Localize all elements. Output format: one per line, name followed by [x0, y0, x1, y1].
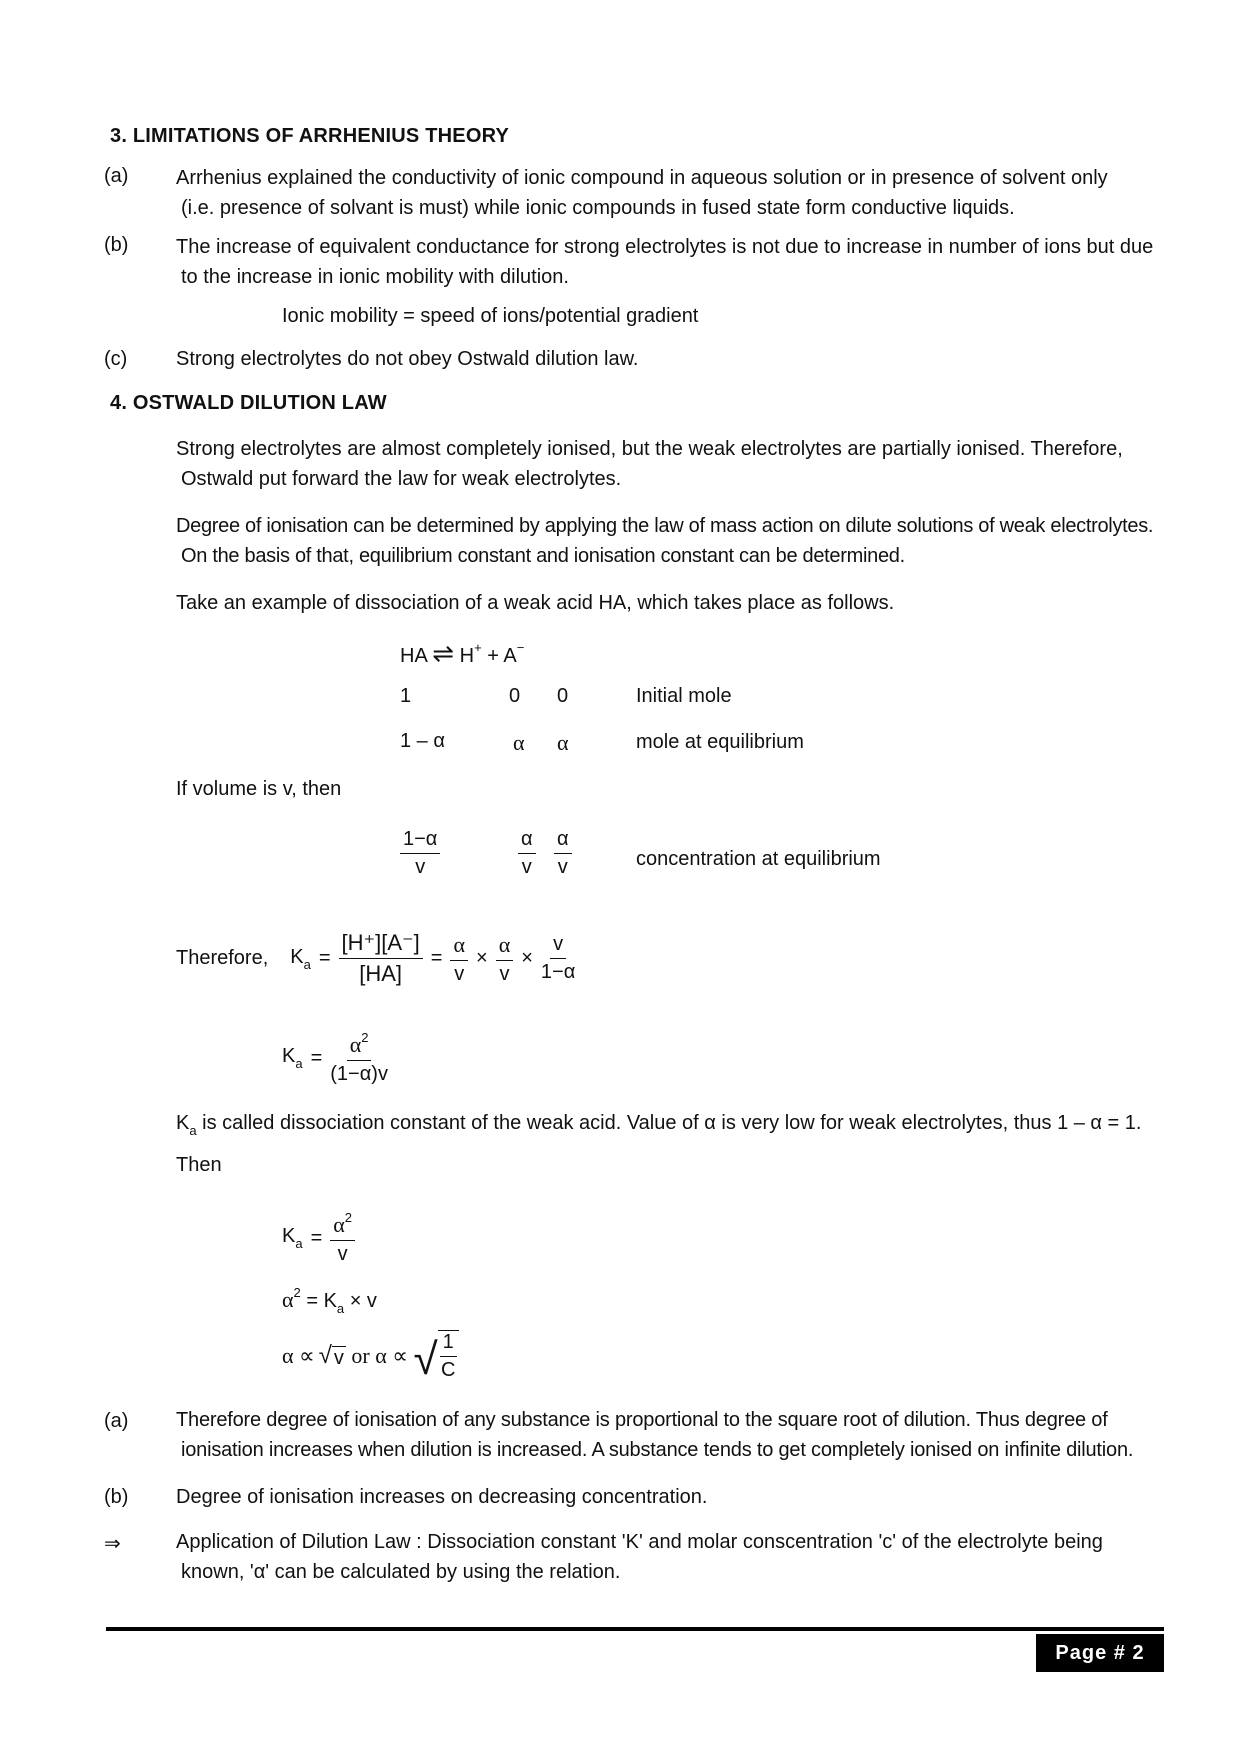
ka-formula-2	[282, 1030, 388, 1086]
sqrt-v: v	[333, 1347, 344, 1369]
eq-c1: 1 – α	[400, 730, 445, 752]
ka-symbol: K	[282, 1225, 296, 1247]
alpha-squared-formula	[282, 1285, 377, 1316]
f3-den: 1−α	[540, 961, 576, 983]
ka-subscript: a	[295, 1056, 303, 1071]
initial-c1: 1	[400, 685, 412, 707]
item-label-b: (b)	[104, 234, 129, 256]
proportionality-formula	[282, 1330, 459, 1382]
section-4-heading: 4. OSTWALD DILUTION LAW	[110, 392, 387, 414]
sqrt-icon: √	[318, 1342, 332, 1369]
paragraph-1-line2: Ostwald put forward the law for weak electrolytes.	[181, 468, 622, 490]
times: ×	[521, 947, 533, 969]
f2-num: α	[496, 932, 514, 961]
volume-text: If volume is v, then	[176, 778, 342, 800]
conclusion-a-line1: Therefore degree of ionisation of any substance is proportional to the square root of dilution. Thus degree of	[176, 1409, 1108, 1431]
section-3-heading: 3. LIMITATIONS OF ARRHENIUS THEORY	[110, 125, 510, 147]
alpha-proportional: α ∝	[282, 1343, 315, 1368]
conclusion-a-line2: ionisation increases when dilution is increased. A substance tends to get completely ionised on infinite dilution.	[181, 1439, 1134, 1461]
then-label: Then	[176, 1154, 222, 1176]
alpha: α	[349, 1032, 362, 1057]
initial-c2: 0	[509, 685, 521, 707]
equilibrium-arrow-icon: ⇌	[432, 638, 455, 668]
sqrt-frac-den: C	[440, 1359, 456, 1381]
paragraph-2-line1: Degree of ionisation can be determined by applying the law of mass action on dilute solutions of weak electrolytes.	[176, 515, 1154, 537]
ka-subscript: a	[189, 1123, 197, 1138]
application-note	[176, 1527, 1166, 1587]
implies-arrow-icon: ⇒	[104, 1533, 121, 1555]
ka-expression	[176, 930, 575, 987]
equals-k: = K	[306, 1290, 337, 1312]
ka3-den: v	[337, 1243, 348, 1265]
times-v: × v	[344, 1290, 377, 1312]
alpha: α	[333, 1212, 345, 1237]
paragraph-2	[176, 511, 1166, 571]
ka-denominator: [HA]	[359, 961, 403, 986]
ka-symbol: K	[282, 1045, 296, 1067]
conc-2-den: v	[521, 856, 532, 878]
ka-numerator: [H⁺][A⁻]	[339, 930, 423, 959]
eq-c3: α	[557, 730, 569, 755]
squared: 2	[293, 1285, 301, 1300]
paragraph-3: Take an example of dissociation of a weak acid HA, which takes place as follows.	[176, 592, 895, 614]
conc-2-num: α	[518, 828, 536, 854]
limitation-c: Strong electrolytes do not obey Ostwald dilution law.	[176, 348, 639, 370]
conclusion-label-b: (b)	[104, 1486, 129, 1508]
equals: =	[310, 1226, 323, 1249]
conc-3	[554, 828, 572, 879]
conc-3-num: α	[554, 828, 572, 854]
paragraph-1-line1: Strong electrolytes are almost completely ionised, but the weak electrolytes are partially ionised. Therefore,	[176, 438, 1123, 460]
conclusion-label-a: (a)	[104, 1410, 129, 1432]
charge-plus: +	[474, 640, 482, 655]
conc-3-den: v	[557, 856, 568, 878]
sqrt-icon: √	[413, 1335, 438, 1384]
conc-2	[518, 828, 536, 879]
ka-formula-3	[282, 1210, 355, 1266]
limitation-b-line2: to the increase in ionic mobility with dilution.	[181, 266, 569, 288]
footer-rule	[106, 1627, 1164, 1631]
charge-minus: −	[516, 640, 525, 655]
ka2-den: (1−α)v	[330, 1063, 388, 1085]
page-number: Page # 2	[1036, 1634, 1164, 1672]
f3-num: v	[550, 933, 566, 959]
f1-den: v	[454, 962, 465, 985]
squared: 2	[344, 1210, 353, 1225]
conclusion-b: Degree of ionisation increases on decreasing concentration.	[176, 1486, 708, 1508]
equals: =	[318, 947, 331, 969]
or-alpha-proportional: or α ∝	[345, 1343, 414, 1368]
conc-1-num: 1−α	[400, 828, 440, 854]
conc-desc: concentration at equilibrium	[636, 848, 881, 870]
therefore-label: Therefore,	[176, 947, 269, 969]
equals: =	[430, 947, 443, 969]
paragraph-1	[176, 434, 1166, 494]
application-note-line1: Application of Dilution Law : Dissociation constant 'K' and molar conscentration 'c' of the electrolyte being	[176, 1531, 1103, 1553]
alpha: α	[282, 1287, 294, 1312]
product-h: H	[459, 645, 475, 667]
item-label-c: (c)	[104, 348, 128, 370]
item-label-a: (a)	[104, 165, 129, 187]
ka-symbol: K	[290, 945, 304, 968]
dissociation-reaction	[400, 638, 524, 669]
ka-description	[176, 1112, 1141, 1138]
ka-subscript: a	[295, 1236, 303, 1251]
limitation-a-line2: (i.e. presence of solvant is must) while ionic compounds in fused state form conductive liquids.	[181, 197, 1015, 219]
times: ×	[476, 947, 488, 969]
limitation-b	[176, 232, 1166, 292]
limitation-a-line1: Arrhenius explained the conductivity of ionic compound in aqueous solution or in presence of solvent only	[176, 167, 1108, 189]
conc-1	[400, 828, 440, 879]
conclusion-a	[176, 1405, 1166, 1465]
conc-1-den: v	[415, 856, 426, 878]
limitation-b-line1: The increase of equivalent conductance for strong electrolytes is not due to increase in number of ions but due	[176, 236, 1154, 258]
application-note-line2: known, 'α' can be calculated by using the relation.	[181, 1561, 621, 1583]
ionic-mobility-formula: Ionic mobility = speed of ions/potential gradient	[282, 305, 699, 327]
sqrt-frac-num: 1	[440, 1331, 457, 1357]
reactant: HA	[400, 645, 427, 667]
paragraph-2-line2: On the basis of that, equilibrium constant and ionisation constant can be determined.	[181, 545, 905, 567]
f2-den: v	[499, 962, 510, 985]
ka-subscript: a	[336, 1301, 345, 1316]
initial-desc: Initial mole	[636, 685, 732, 707]
product-a: + A	[487, 645, 517, 667]
initial-c3: 0	[557, 685, 569, 707]
ka-subscript: a	[303, 956, 311, 972]
ka-symbol: K	[176, 1112, 190, 1134]
limitation-a	[176, 163, 1166, 223]
eq-desc: mole at equilibrium	[636, 731, 804, 753]
squared: 2	[361, 1030, 369, 1045]
eq-c2: α	[513, 730, 525, 755]
ka-description-text: is called dissociation constant of the weak acid. Value of α is very low for weak electrolytes, thus 1 – α = 1.	[196, 1112, 1142, 1134]
f1-num: α	[450, 932, 468, 961]
equals: =	[310, 1046, 323, 1069]
